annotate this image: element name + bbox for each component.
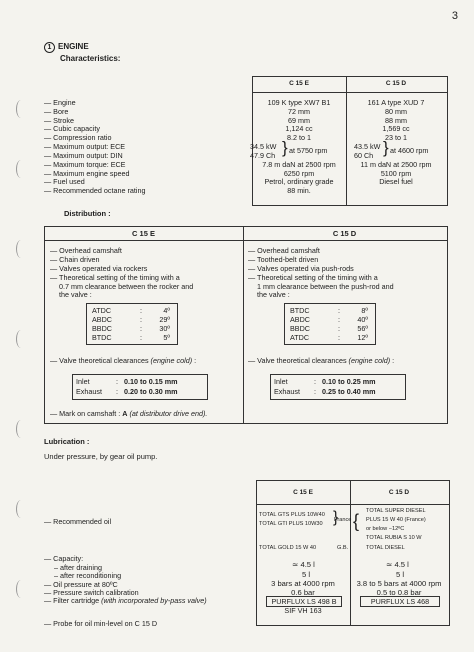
char-c15d-value: 88 mm <box>385 115 407 125</box>
char-row-label: — Fuel used <box>44 177 85 186</box>
left-timing-event: BTDC <box>92 333 112 342</box>
left-timing-colon: : <box>140 333 142 342</box>
left-timing-value: 4º <box>163 306 170 315</box>
right-dist-item: 1 mm clearance between the push-rod and <box>257 281 394 291</box>
right-timing-event: ATDC <box>290 333 310 342</box>
right-inlet-value: 0.10 to 0.25 mm <box>322 377 376 386</box>
char-row-label: — Maximum output: DIN <box>44 150 123 160</box>
lub-oil-c15d-line: or below −12ºC <box>366 526 405 532</box>
left-timing-colon: : <box>140 315 142 324</box>
left-timing-event: ABDC <box>92 315 112 324</box>
right-inlet-label: Inlet <box>274 377 288 386</box>
char-c15e-value: 7.8 m daN at 2500 rpm <box>262 159 336 169</box>
brace-icon: } <box>383 138 389 157</box>
lub-probe-label: — Probe for oil min-level on C 15 D <box>44 619 158 628</box>
char-c15e-value: Petrol, ordinary grade <box>264 177 334 186</box>
char-c15d-value: 60 Ch <box>354 150 374 160</box>
left-timing-event: BBDC <box>92 324 112 333</box>
lub-switch-c15d: 0.5 to 0.8 bar <box>376 588 422 597</box>
section-number: 1 <box>44 42 55 53</box>
left-timing-value: 30º <box>159 324 170 333</box>
right-timing-value: 40º <box>357 315 368 324</box>
left-timing-colon: : <box>140 306 142 315</box>
punch-hole <box>16 240 26 258</box>
lub-col-header-c15e: C 15 E <box>293 489 313 496</box>
lub-filter-c15e-2: SIF VH 163 <box>284 606 322 615</box>
output-rpm-c15d: at 4600 rpm <box>390 146 429 155</box>
left-inlet-value: 0.10 to 0.15 mm <box>124 377 178 386</box>
brace-icon: } <box>333 509 339 526</box>
right-inlet-colon: : <box>314 377 316 386</box>
lub-oil-c15d-line: TOTAL SUPER DIESEL <box>366 508 426 514</box>
char-row-label: — Maximum torque: ECE <box>44 159 126 169</box>
right-timing-event: BTDC <box>290 306 310 315</box>
left-inlet-label: Inlet <box>76 377 90 386</box>
lub-draining-c15e: ≃ 4.5 l <box>292 560 315 569</box>
right-timing-colon: : <box>338 324 340 333</box>
right-timing-value: 8º <box>361 306 368 315</box>
lub-filter-c15d: PURFLUX LS 468 <box>370 597 430 606</box>
right-exhaust-colon: : <box>314 387 316 396</box>
punch-hole <box>16 500 26 518</box>
lub-filter-c15e-1: PURFLUX LS 498 B <box>271 597 337 606</box>
right-exhaust-value: 0.25 to 0.40 mm <box>322 387 376 396</box>
left-clearance-title: — Valve theoretical clearances (engine cold) : <box>50 356 197 365</box>
char-c15d-value: 5100 rpm <box>380 168 412 178</box>
page-number: 3 <box>451 10 458 22</box>
right-timing-event: ABDC <box>290 315 310 324</box>
distribution-title: Distribution : <box>64 209 111 218</box>
lub-filter-label: — Filter cartridge (with incorporated by-pass valve) <box>44 595 207 605</box>
char-row-label: — Cubic capacity <box>44 124 100 133</box>
col-header-c15e: C 15 E <box>289 80 309 87</box>
lub-draining-c15d: ≃ 4.5 l <box>386 560 409 569</box>
left-dist-item: — Theoretical setting of the timing with a <box>50 273 180 282</box>
char-c15e-value: 6250 rpm <box>283 168 315 178</box>
left-timing-value: 29º <box>159 315 170 324</box>
lub-oil-c15e-gb: TOTAL GOLD 15 W 40 <box>259 545 317 551</box>
char-c15e-value: 1,124 cc <box>285 124 313 133</box>
lubrication-text: Under pressure, by gear oil pump. <box>44 452 158 461</box>
lub-oil-c15d-line: PLUS 15 W 40 (France) <box>366 517 426 523</box>
left-dist-item: — Overhead camshaft <box>50 246 122 255</box>
punch-hole <box>16 580 26 598</box>
char-row-label: — Maximum output: ECE <box>44 142 126 151</box>
char-c15e-value: 88 min. <box>287 185 311 195</box>
char-row-label: — Compression ratio <box>44 133 112 142</box>
left-exhaust-label: Exhaust <box>76 387 102 396</box>
char-c15e-value: 109 K type XW7 B1 <box>267 98 331 107</box>
char-c15d-value: 1,569 cc <box>382 124 410 133</box>
punch-hole <box>16 100 26 118</box>
left-camshaft-mark: — Mark on camshaft : A (at distributor drive end). <box>50 409 208 418</box>
lub-pressure-c15e: 3 bars at 4000 rpm <box>271 579 335 588</box>
left-inlet-colon: : <box>116 377 118 386</box>
lub-recond-label: – after reconditioning <box>54 571 122 580</box>
char-c15e-value: 34.5 kW <box>250 142 277 151</box>
punch-hole <box>16 160 26 178</box>
left-dist-item: the valve : <box>59 290 92 299</box>
lub-capacity-label: — Capacity: <box>44 554 84 563</box>
left-timing-event: ATDC <box>92 306 112 315</box>
left-timing-colon: : <box>140 324 142 333</box>
lub-oil-c15d-line: TOTAL RUBIA S 10 W <box>366 535 422 541</box>
dist-header-c15d: C 15 D <box>332 229 357 238</box>
char-c15d-value: Diesel fuel <box>379 177 413 186</box>
left-dist-item: 0.7 mm clearance between the rocker and <box>59 281 194 291</box>
brace-icon: } <box>282 138 288 157</box>
punch-hole <box>16 420 26 438</box>
section-subtitle: Characteristics: <box>60 54 121 63</box>
lub-oil-c15e-2: TOTAL GTI PLUS 10W30 <box>259 521 323 527</box>
char-row-label: — Stroke <box>44 115 74 125</box>
lub-oil-label: — Recommended oil <box>44 517 112 526</box>
char-row-label: — Engine <box>44 98 76 107</box>
right-timing-value: 12º <box>357 333 368 342</box>
char-c15e-value: 69 mm <box>288 115 310 125</box>
left-dist-item: — Chain driven <box>50 255 100 264</box>
right-exhaust-label: Exhaust <box>274 387 300 396</box>
lub-oil-c15e-region: France <box>334 517 352 523</box>
left-timing-value: 5º <box>163 333 170 342</box>
char-c15e-value: 72 mm <box>288 107 310 116</box>
char-c15e-value: 47.9 Ch <box>250 150 276 160</box>
char-c15e-value: 8.2 to 1 <box>287 133 311 142</box>
right-dist-item: the valve : <box>257 290 290 299</box>
right-dist-item: — Toothed-belt driven <box>248 255 319 264</box>
lub-draining-label: – after draining <box>54 562 102 572</box>
lubrication-title: Lubrication : <box>44 437 90 446</box>
char-c15d-value: 80 mm <box>385 107 407 116</box>
right-clearance-title: — Valve theoretical clearances (engine cold) : <box>248 356 395 365</box>
right-dist-item: — Overhead camshaft <box>248 246 320 255</box>
char-row-label: — Maximum engine speed <box>44 168 130 178</box>
char-row-label: — Bore <box>44 107 69 116</box>
left-dist-item: — Valves operated via rockers <box>50 264 148 273</box>
right-timing-colon: : <box>338 306 340 315</box>
brace-icon: { <box>353 511 360 531</box>
char-c15d-value: 43.5 kW <box>354 142 381 151</box>
left-exhaust-value: 0.20 to 0.30 mm <box>124 387 178 396</box>
right-timing-colon: : <box>338 333 340 342</box>
lub-oil-c15e-gb-region: G.B. <box>337 545 349 551</box>
output-rpm-c15e: at 5750 rpm <box>289 146 328 155</box>
lub-switch-label: — Pressure switch calibration <box>44 588 139 597</box>
lub-recond-c15e: 5 l <box>302 570 311 579</box>
char-c15d-value: 23 to 1 <box>385 133 407 142</box>
right-timing-event: BBDC <box>290 324 310 333</box>
char-c15d-value: 11 m daN at 2500 rpm <box>360 159 432 169</box>
char-row-label: — Recommended octane rating <box>44 185 146 195</box>
col-header-c15d: C 15 D <box>385 80 407 87</box>
lub-pressure-c15d: 3.8 to 5 bars at 4000 rpm <box>356 579 442 588</box>
section-title: 1 ENGINE <box>44 42 89 53</box>
lub-recond-c15d: 5 l <box>396 570 405 579</box>
char-c15d-value: 161 A type XUD 7 <box>367 98 425 107</box>
right-timing-value: 56º <box>357 324 368 333</box>
left-exhaust-colon: : <box>116 387 118 396</box>
punch-hole <box>16 330 26 348</box>
lub-col-header-c15d: C 15 D <box>388 489 410 496</box>
lub-oil-c15e-1: TOTAL GTS PLUS 10W40 <box>259 512 325 518</box>
right-timing-colon: : <box>338 315 340 324</box>
lub-oil-c15d-line: TOTAL DIESEL <box>366 545 405 551</box>
lub-switch-c15e: 0.6 bar <box>291 588 315 597</box>
right-dist-item: — Valves operated via push-rods <box>248 264 354 273</box>
right-dist-item: — Theoretical setting of the timing with a <box>248 273 378 282</box>
lub-pressure-label: — Oil pressure at 80ºC <box>44 579 118 589</box>
dist-header-c15e: C 15 E <box>132 229 155 238</box>
